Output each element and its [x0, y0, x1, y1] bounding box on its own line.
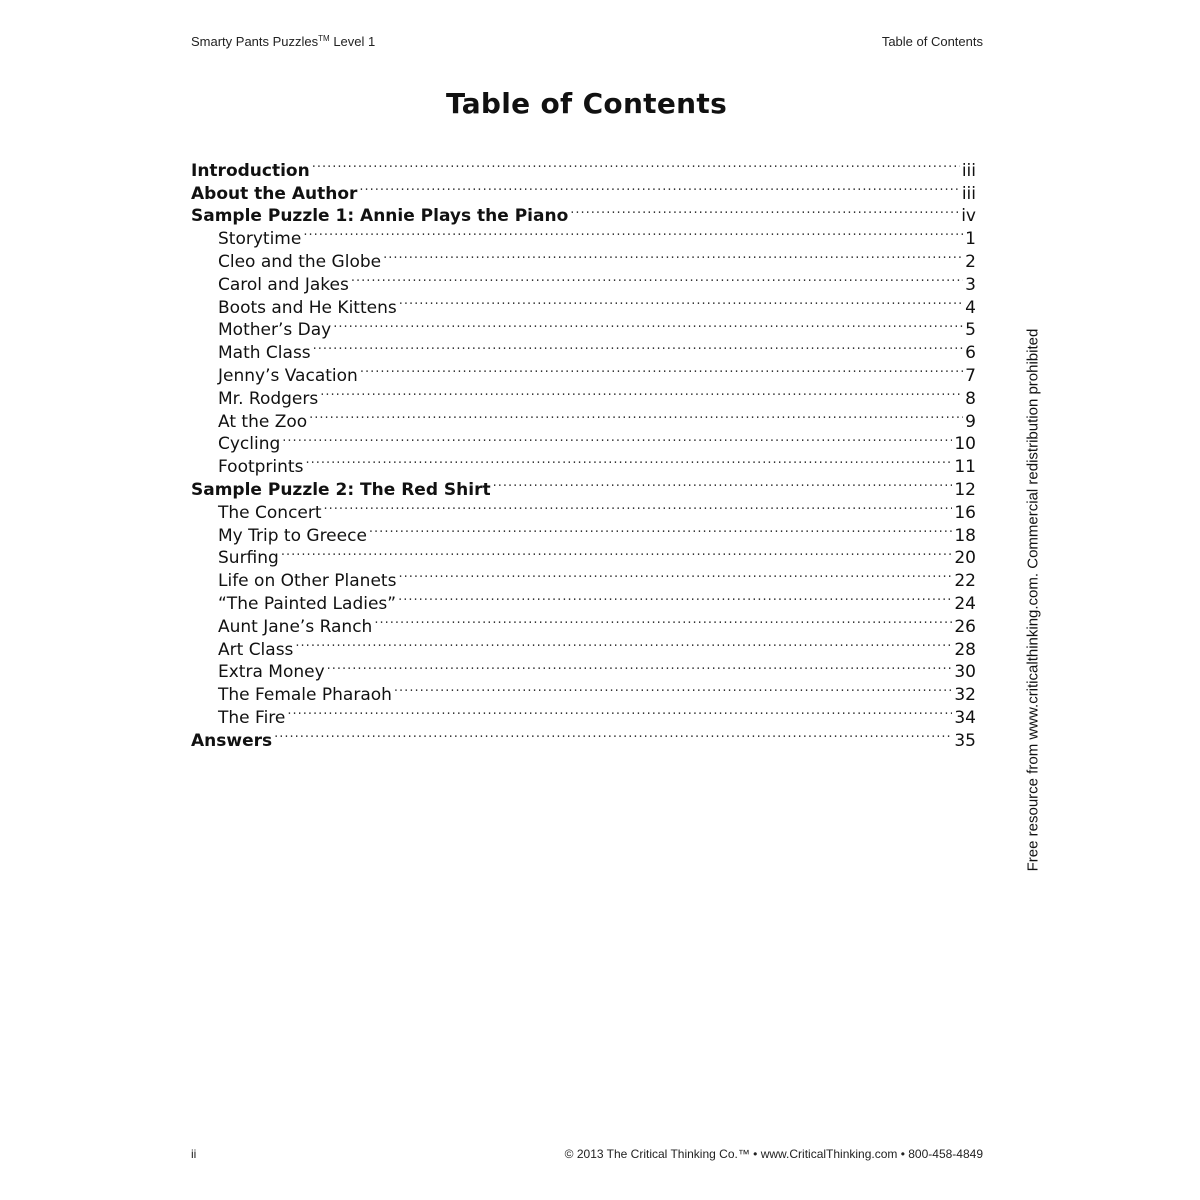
trademark-mark: TM: [318, 34, 330, 43]
toc-entry-page-number: 5: [965, 320, 976, 341]
toc-entry-page-number: 9: [965, 411, 976, 432]
toc-entry-page-number: 16: [954, 502, 976, 523]
toc-puzzle-entry: [191, 563, 976, 592]
toc-entry-title: Cycling: [218, 434, 281, 455]
toc-dot-leader: [394, 677, 952, 700]
toc-entry-page-number: iv: [961, 206, 976, 227]
toc-dot-leader: [327, 655, 953, 678]
toc-dot-leader: [287, 700, 952, 723]
toc-entry-title: Math Class: [218, 343, 311, 364]
toc-entry-page-number: 11: [954, 457, 976, 478]
toc-dot-leader: [309, 404, 963, 427]
toc-dot-leader: [359, 176, 959, 199]
toc-entry-title: Boots and He Kittens: [218, 297, 397, 318]
toc-entry-page-number: 3: [965, 274, 976, 295]
toc-entry-page-number: 34: [954, 707, 976, 728]
toc-entry-page-number: 4: [965, 297, 976, 318]
toc-entry-title: Extra Money: [218, 662, 325, 683]
toc-entry-title: Surfing: [218, 548, 279, 569]
toc-entry-page-number: 18: [954, 525, 976, 546]
toc-entry-title: My Trip to Greece: [218, 525, 367, 546]
toc-entry-title: The Fire: [218, 707, 286, 728]
toc-puzzle-entry: [191, 541, 976, 569]
toc-puzzle-entry: [191, 244, 976, 272]
toc-entry-page-number: 32: [954, 685, 976, 706]
toc-section-entry: [191, 723, 976, 751]
toc-entry-page-number: 30: [954, 662, 976, 683]
toc-dot-leader: [351, 267, 963, 290]
toc-entry-title: Mother’s Day: [218, 320, 332, 341]
toc-puzzle-entry: [191, 449, 976, 478]
toc-dot-leader: [313, 335, 964, 358]
toc-entry-title: Aunt Jane’s Ranch: [218, 616, 373, 637]
toc-entry-page-number: 12: [954, 479, 976, 500]
toc-dot-leader: [398, 586, 952, 609]
toc-puzzle-entry: [191, 404, 976, 432]
toc-entry-page-number: 10: [954, 434, 976, 455]
book-level: Level 1: [329, 34, 376, 49]
toc-entry-title: About the Author: [191, 183, 358, 204]
toc-entry-page-number: 8: [965, 388, 976, 409]
toc-dot-leader: [305, 449, 952, 472]
toc-entry-title: Carol and Jakes: [218, 274, 349, 295]
toc-entry-title: The Concert: [218, 502, 322, 523]
toc-entry-page-number: 28: [954, 639, 976, 660]
toc-dot-leader: [398, 563, 952, 586]
toc-entry-title: Cleo and the Globe: [218, 251, 382, 272]
toc-entry-title: Life on Other Planets: [218, 571, 397, 592]
toc-puzzle-entry: [191, 221, 976, 250]
toc-dot-leader: [274, 723, 952, 746]
toc-entry-page-number: 22: [954, 571, 976, 592]
toc-entry-page-number: 35: [954, 730, 976, 751]
toc-entry-page-number: 2: [965, 251, 976, 272]
toc-dot-leader: [324, 495, 953, 518]
toc-entry-title: Answers: [191, 730, 273, 751]
toc-dot-leader: [282, 427, 952, 450]
toc-entry-page-number: 26: [954, 616, 976, 637]
toc-puzzle-entry: [191, 632, 976, 660]
toc-entry-title: “The Painted Ladies”: [218, 593, 397, 614]
toc-entry-page-number: 7: [965, 365, 976, 386]
toc-dot-leader: [295, 632, 952, 655]
toc-entry-title: Introduction: [191, 160, 310, 181]
toc-entry-title: Mr. Rodgers: [218, 388, 319, 409]
toc-puzzle-entry: [191, 700, 976, 728]
toc-dot-leader: [570, 199, 959, 222]
page-title: Table of Contents: [445, 86, 728, 120]
toc-entry-title: The Female Pharaoh: [218, 685, 392, 706]
toc-entry-page-number: iii: [961, 183, 976, 204]
toc-dot-leader: [360, 358, 963, 381]
toc-entry-page-number: 20: [954, 548, 976, 569]
toc-puzzle-entry: [191, 427, 976, 455]
redistribution-notice: Free resource from www.criticalthinking.com. Commercial redistribution prohibited: [1024, 328, 1042, 872]
toc-entry-title: At the Zoo: [218, 411, 308, 432]
running-header-book-title: [191, 34, 375, 49]
toc-dot-leader: [303, 221, 963, 244]
table-of-contents: [191, 153, 976, 751]
footer-copyright: © 2013 The Critical Thinking Co.™ • www.CriticalThinking.com • 800-458-4849: [564, 1147, 983, 1161]
toc-dot-leader: [369, 518, 952, 541]
toc-entry-page-number: 24: [954, 593, 976, 614]
toc-entry-title: Sample Puzzle 1: Annie Plays the Piano: [191, 206, 569, 227]
toc-dot-leader: [374, 609, 952, 632]
toc-dot-leader: [383, 244, 963, 267]
toc-dot-leader: [399, 290, 963, 313]
toc-dot-leader: [312, 153, 960, 176]
book-title: Smarty Pants Puzzles: [191, 34, 319, 49]
toc-entry-page-number: iii: [961, 160, 976, 181]
toc-entry-title: Jenny’s Vacation: [218, 365, 358, 386]
running-header-section: Table of Contents: [881, 34, 983, 49]
toc-dot-leader: [281, 541, 953, 564]
toc-entry-title: Sample Puzzle 2: The Red Shirt: [191, 479, 491, 500]
footer-page-number: ii: [191, 1147, 197, 1161]
toc-dot-leader: [320, 381, 963, 404]
toc-dot-leader: [493, 472, 953, 495]
toc-entry-title: Storytime: [218, 229, 302, 250]
toc-entry-page-number: 1: [965, 229, 976, 250]
toc-entry-page-number: 6: [965, 343, 976, 364]
toc-section-entry: [191, 153, 976, 181]
toc-section-entry: [191, 472, 976, 500]
toc-entry-title: Footprints: [218, 457, 304, 478]
toc-puzzle-entry: [191, 655, 976, 683]
toc-entry-title: Art Class: [218, 639, 294, 660]
toc-dot-leader: [333, 313, 963, 336]
